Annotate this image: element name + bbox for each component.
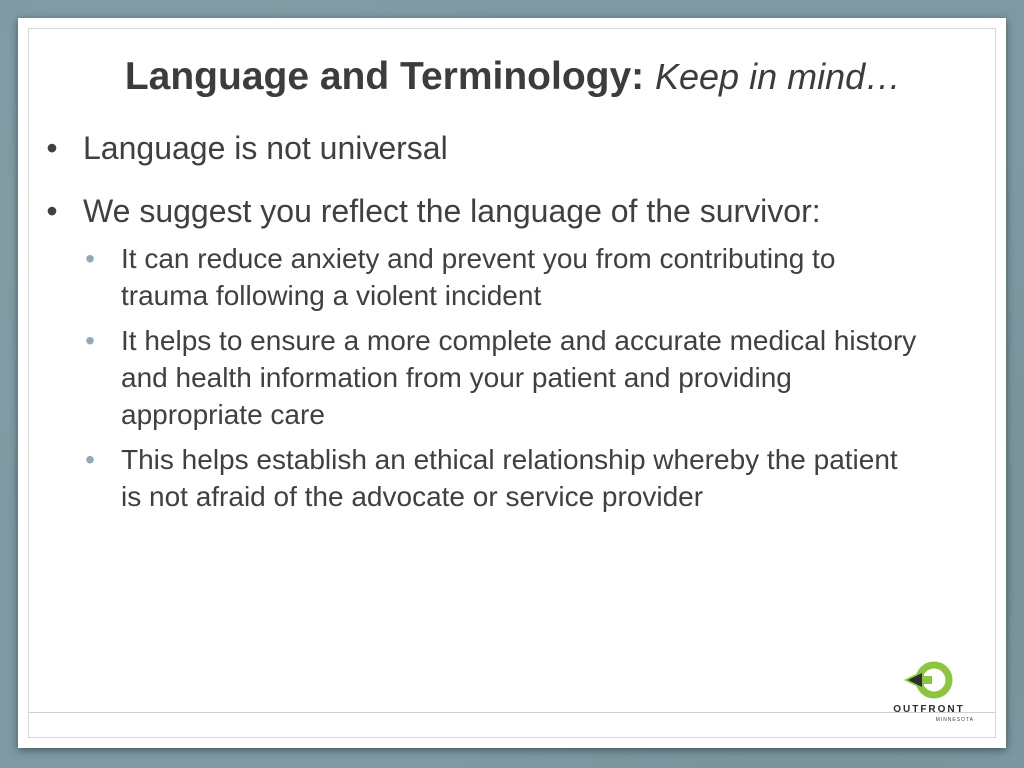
sub-bullet-text: It can reduce anxiety and prevent you from contributing to trauma following a violent incident bbox=[121, 243, 836, 311]
bullet-item bbox=[42, 193, 922, 515]
sub-bullet-marker: • bbox=[85, 444, 95, 475]
title-subtitle: Keep in mind… bbox=[655, 56, 902, 97]
bullet-marker: • bbox=[46, 193, 58, 229]
sub-bullet-list bbox=[42, 240, 922, 515]
sub-bullet-item bbox=[42, 240, 922, 314]
outfront-logo-icon bbox=[902, 660, 958, 704]
bullet-item bbox=[42, 130, 922, 167]
slide bbox=[18, 18, 1006, 748]
bullet-marker: • bbox=[46, 130, 58, 166]
sub-bullet-item bbox=[42, 322, 922, 433]
outfront-logo bbox=[884, 660, 974, 730]
footer-divider bbox=[28, 712, 996, 713]
slide-title bbox=[48, 55, 978, 99]
logo-wordmark: OUTFRONT bbox=[893, 704, 965, 715]
sub-bullet-text: This helps establish an ethical relationship whereby the patient is not afraid of the advocate or service provider bbox=[121, 444, 898, 512]
sub-bullet-item bbox=[42, 441, 922, 515]
bullet-list bbox=[42, 130, 922, 541]
title-main: Language and Terminology: bbox=[124, 55, 645, 98]
sub-bullet-marker: • bbox=[85, 325, 95, 356]
sub-bullet-marker: • bbox=[85, 243, 95, 274]
sub-bullet-text: It helps to ensure a more complete and accurate medical history and health information from your patient and providing appropriate care bbox=[121, 325, 917, 430]
bullet-text: Language is not universal bbox=[83, 130, 448, 166]
logo-subword: MINNESOTA bbox=[935, 717, 974, 723]
bullet-text: We suggest you reflect the language of the survivor: bbox=[83, 193, 821, 229]
